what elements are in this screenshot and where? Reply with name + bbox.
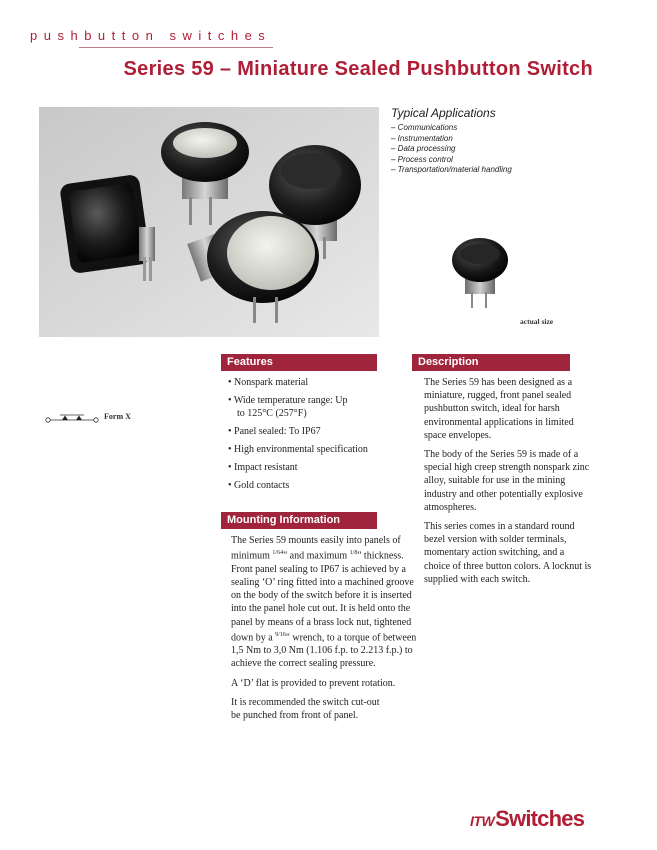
logo-switches: Switches xyxy=(495,806,585,831)
feature-item: • Impact resistant xyxy=(228,462,298,473)
application-item: – Data processing xyxy=(391,144,456,153)
applications-list xyxy=(391,123,512,176)
form-x-schematic xyxy=(45,411,99,423)
description-text xyxy=(424,376,592,592)
mounting-heading: Mounting Information xyxy=(221,512,377,529)
application-item: – Transportation/material handling xyxy=(391,165,512,174)
feature-item: • Panel sealed: To IP67 xyxy=(228,426,321,437)
description-paragraph-1: The Series 59 has been designed as a miniature, rugged, front panel sealed pushbutton switch, ideal for harsh environmental applications in limited space envelopes. xyxy=(424,377,574,441)
mounting-paragraph-2: A ‘D’ flat is provided to prevent rotation. xyxy=(231,677,396,689)
mounting-paragraph-3: It is recommended the switch cut-out be punched from front of panel. xyxy=(231,696,380,722)
itw-switches-logo xyxy=(470,806,584,832)
logo-itw: ITW xyxy=(470,813,495,829)
kicker-rule xyxy=(79,47,273,48)
feature-item: • Gold contacts xyxy=(228,480,290,491)
feature-item: • Wide temperature range: Up to 125°C (257°F) xyxy=(228,395,348,419)
switches-illustration xyxy=(39,107,379,337)
feature-item: • High environmental specification xyxy=(228,444,368,455)
description-paragraph-3: This series comes in a standard round bezel version with solder terminals, momentary action switching, and a choice of three button colors. A locknut is supplied with each switch. xyxy=(424,521,592,585)
max-thickness-fraction: 1/8 xyxy=(349,550,358,557)
applications-title: Typical Applications xyxy=(391,106,496,120)
mounting-text-part: " thickness. Front panel sealing to IP67 is achieved by a sealing ‘O’ ring fitted into a machined groove on the body of the switch before it is inserted into the panel hole cut out. It is held onto the panel by means of a brass lock nut, tightened down by a xyxy=(231,550,414,644)
actual-size-label: actual size xyxy=(520,317,554,326)
application-item: – Communications xyxy=(391,123,458,132)
form-x-label: Form X xyxy=(104,412,131,421)
mounting-text-part: " and maximum xyxy=(283,550,350,562)
mounting-text xyxy=(231,534,417,728)
features-list xyxy=(228,376,388,497)
feature-item: • Nonspark material xyxy=(228,377,309,388)
min-thickness-fraction: 1/64 xyxy=(272,550,284,557)
application-item: – Process control xyxy=(391,154,453,164)
mounting-text-part: The Series 59 mounts easily into panels of minimum xyxy=(231,535,401,562)
product-photo xyxy=(39,107,379,337)
description-paragraph-2: The body of the Series 59 is made of a special high creep strength nonspark zinc alloy, suitable for use in the mining industry and other potentially explosive atmospheres. xyxy=(424,449,590,513)
page-title: Series 59 – Miniature Sealed Pushbutton Switch xyxy=(123,58,593,80)
application-item: – Instrumentation xyxy=(391,133,453,143)
mounting-text-part: " wrench, to a torque of between 1,5 Nm to 3,0 Nm (1.106 f.p. to 2.213 f.p.) to achieve the correct sealing pressure. xyxy=(231,632,417,670)
mounting-paragraph-1 xyxy=(231,534,417,671)
description-heading: Description xyxy=(412,354,570,371)
section-kicker: pushbutton switches xyxy=(30,28,272,43)
wrench-size-fraction: 9/16 xyxy=(275,631,286,638)
actual-size-switch-photo xyxy=(447,236,513,316)
features-heading: Features xyxy=(221,354,377,371)
